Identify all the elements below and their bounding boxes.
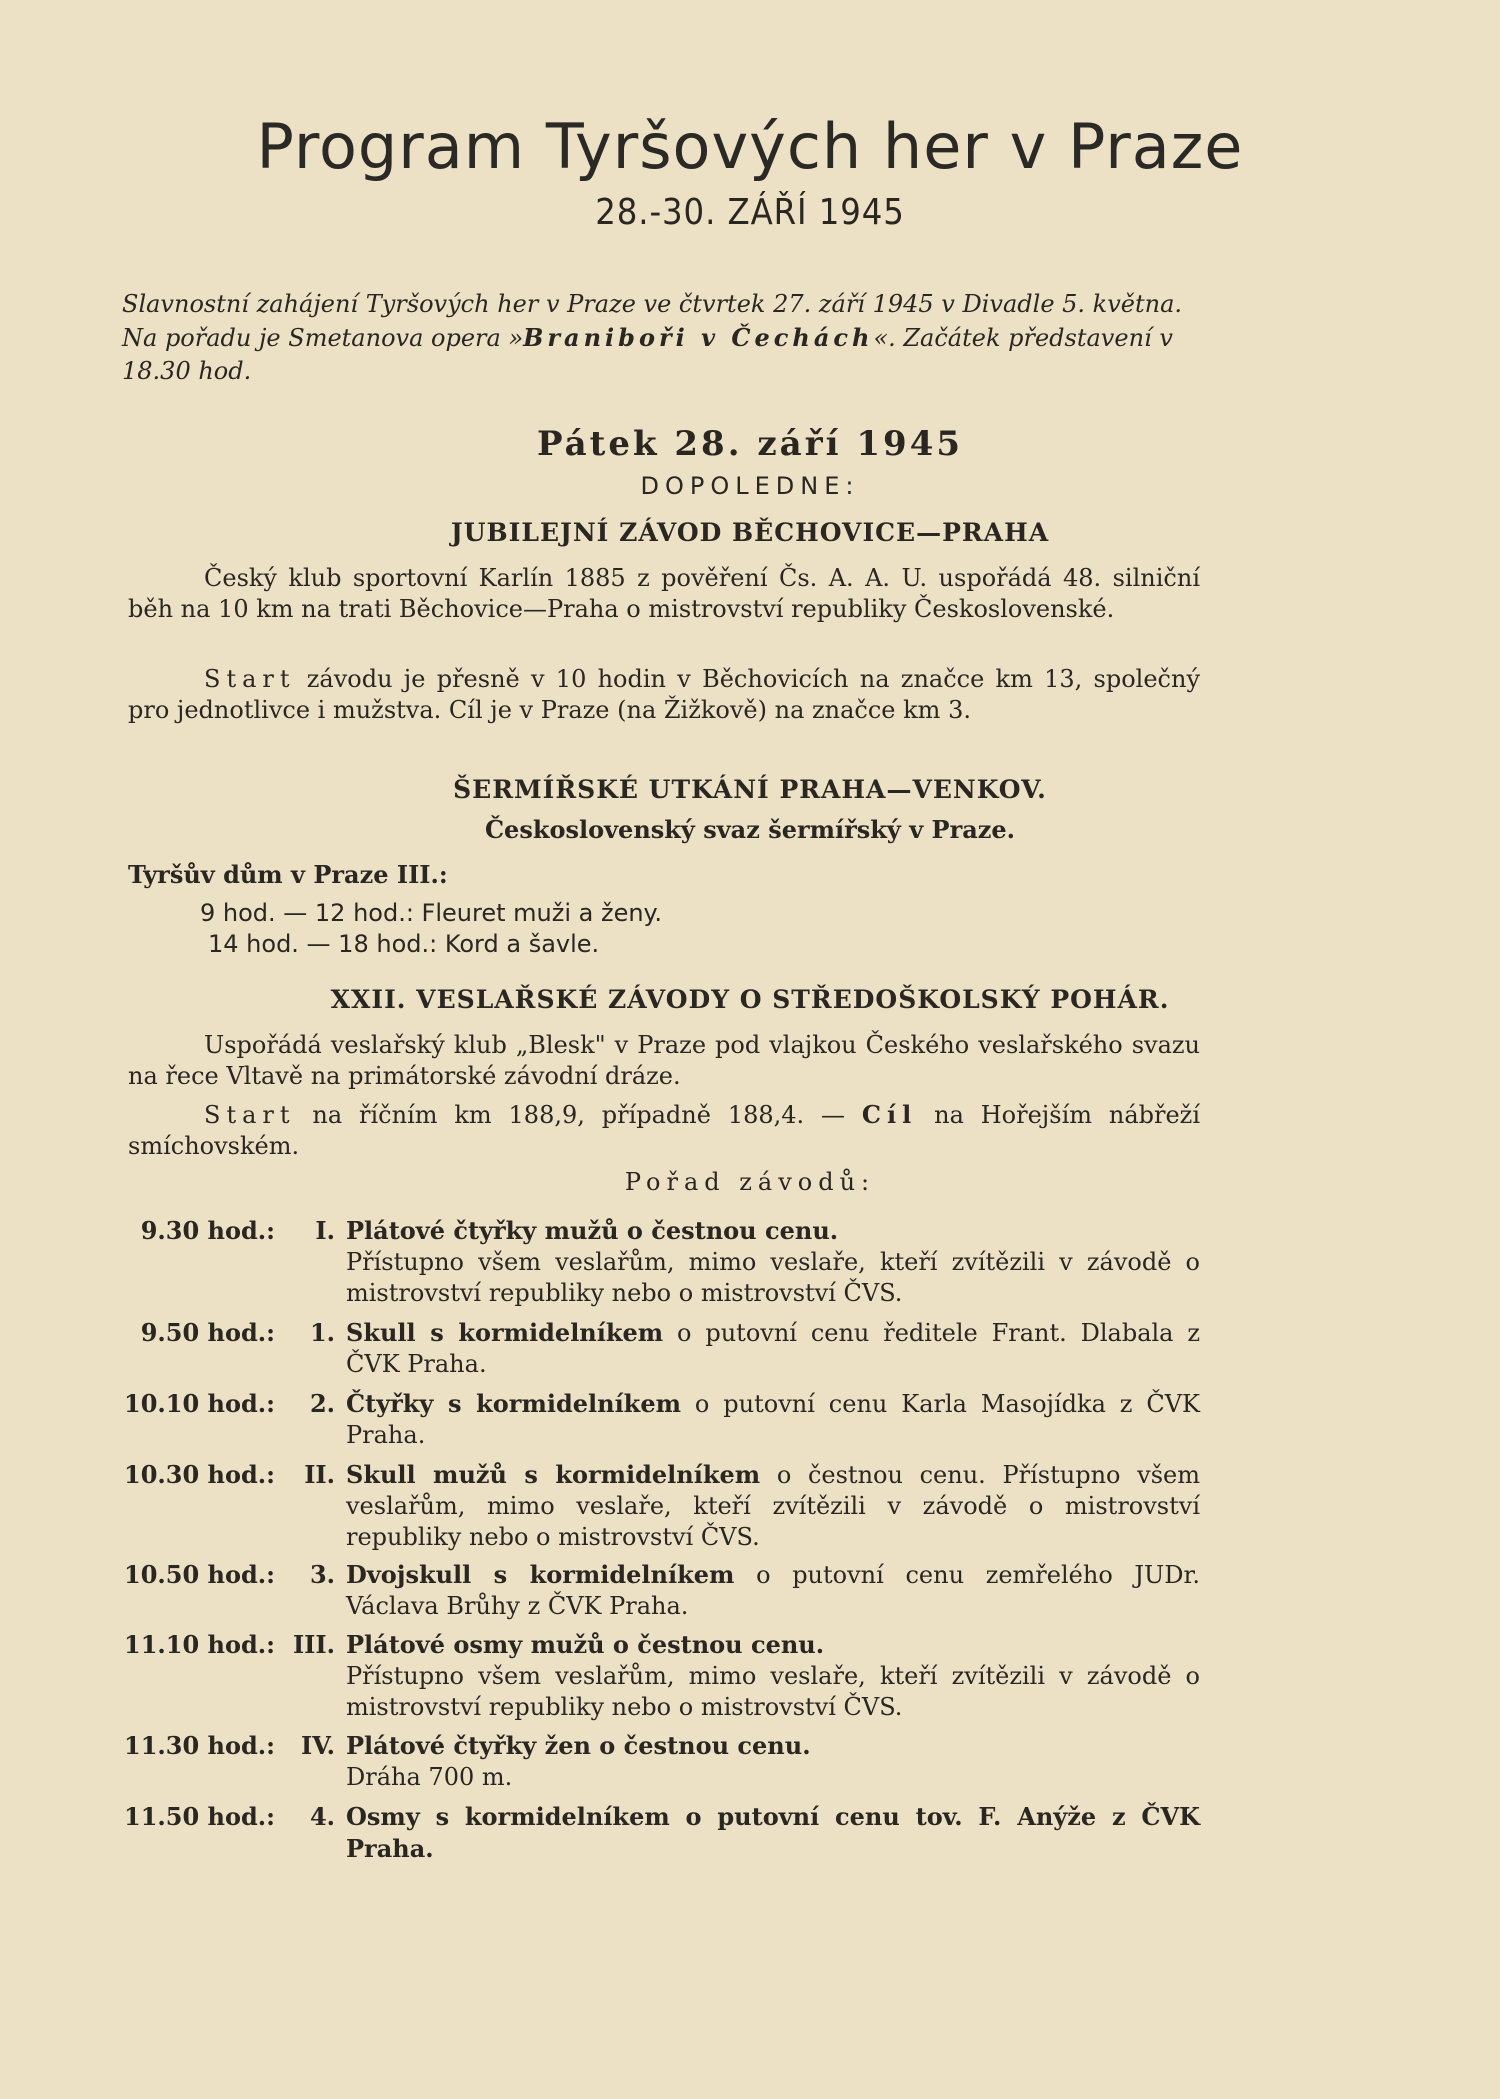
rowing-finish-details: na Hořejším nábřeží smíchovském. bbox=[128, 1101, 1200, 1160]
race-time: 9.50 hod.: bbox=[140, 1318, 275, 1347]
opening-announcement bbox=[122, 288, 1198, 388]
fencing-schedule-line-2: 14 hod. — 18 hod.: Kord a šavle. bbox=[208, 930, 600, 958]
race-number: III. bbox=[292, 1630, 335, 1659]
fencing-schedule-line-1: 9 hod. — 12 hod.: Fleuret muži a ženy. bbox=[200, 899, 662, 927]
intro-text: Slavnostní zahájení Tyršových her v Praze ve čtvrtek 27. září 1945 v Divadle 5. května. Na pořadu je Smetanova opera » bbox=[122, 290, 1183, 352]
race-number: IV. bbox=[300, 1731, 335, 1760]
race-time: 10.30 hod.: bbox=[124, 1460, 275, 1489]
race-details: Přístupno všem veslařům, mimo veslaře, kteří zvítězili v závodě o mistrovství republiky nebo o mistrovství ČVS. bbox=[346, 1248, 1200, 1307]
run-heading: JUBILEJNÍ ZÁVOD BĚCHOVICE—PRAHA bbox=[450, 518, 1050, 547]
race-details: Dráha 700 m. bbox=[346, 1763, 513, 1791]
page-title: Program Tyršových her v Praze bbox=[256, 110, 1244, 183]
morning-heading: DOPOLEDNE: bbox=[640, 472, 860, 500]
race-program-heading: Pořad závodů: bbox=[624, 1168, 876, 1196]
race-title: Skull mužů s kormidelníkem bbox=[346, 1460, 761, 1489]
rowing-heading: XXII. VESLAŘSKÉ ZÁVODY O STŘEDOŠKOLSKÝ POHÁR. bbox=[330, 985, 1170, 1014]
race-title: Čtyřky s kormidelníkem bbox=[346, 1389, 681, 1418]
fencing-organizer: Československý svaz šermířský v Praze. bbox=[484, 815, 1016, 844]
start-word: Start bbox=[204, 665, 296, 693]
race-description bbox=[346, 1730, 1200, 1793]
day-heading: Pátek 28. září 1945 bbox=[536, 424, 964, 464]
race-time: 11.50 hod.: bbox=[124, 1802, 275, 1831]
fencing-location: Tyršův dům v Praze III.: bbox=[128, 860, 448, 889]
rowing-paragraph-1: Uspořádá veslařský klub „Blesk" v Praze pod vlajkou Českého veslařského svazu na řece Vltavě na primátorské závodní dráze. bbox=[128, 1031, 1200, 1090]
race-details: o čestnou cenu. Přístupno všem veslařům, mimo veslaře, kteří zvítězili v závodě o mistrovství republiky nebo o mistrovství ČVS. bbox=[346, 1461, 1200, 1551]
race-number: 2. bbox=[309, 1389, 335, 1418]
race-description bbox=[346, 1559, 1200, 1622]
race-description bbox=[346, 1215, 1200, 1309]
race-description bbox=[346, 1388, 1200, 1451]
rowing-start-word: Start bbox=[204, 1101, 296, 1129]
race-number: 3. bbox=[309, 1560, 335, 1589]
race-title: Dvojskull s kormidelníkem bbox=[346, 1560, 735, 1589]
race-description bbox=[346, 1801, 1200, 1865]
race-details: Přístupno všem veslařům, mimo veslaře, kteří zvítězili v závodě o mistrovství republiky nebo o mistrovství ČVS. bbox=[346, 1662, 1200, 1721]
race-time: 11.10 hod.: bbox=[124, 1630, 275, 1659]
race-time: 10.50 hod.: bbox=[124, 1560, 275, 1589]
race-details: o putovní cenu ředitele Frant. Dlabala z ČVK Praha. bbox=[346, 1319, 1200, 1378]
run-paragraph-2 bbox=[128, 664, 1200, 726]
event-dates: 28.-30. ZÁŘÍ 1945 bbox=[595, 192, 905, 233]
fencing-heading: ŠERMÍŘSKÉ UTKÁNÍ PRAHA—VENKOV. bbox=[453, 775, 1047, 804]
race-description bbox=[346, 1459, 1200, 1553]
race-number: II. bbox=[304, 1460, 335, 1489]
race-title: Skull s kormidelníkem bbox=[346, 1318, 664, 1347]
run-paragraph-1: Český klub sportovní Karlín 1885 z pověření Čs. A. A. U. uspořádá 48. silniční běh na 10 km na trati Běchovice—Praha o mistrovství republiky Československé. bbox=[128, 564, 1200, 623]
opera-title: Braniboři v Čechách bbox=[523, 323, 874, 352]
race-number: 4. bbox=[309, 1802, 335, 1831]
race-number: I. bbox=[315, 1216, 335, 1245]
rowing-start-details: na říčním km 188,9, případně 188,4. — bbox=[295, 1101, 862, 1129]
race-details: o putovní cenu Karla Masojídka z ČVK Praha. bbox=[346, 1390, 1200, 1449]
rowing-paragraph-2 bbox=[128, 1099, 1200, 1162]
rowing-finish-word: Cíl bbox=[861, 1100, 918, 1129]
race-description bbox=[346, 1629, 1200, 1723]
race-time: 9.30 hod.: bbox=[140, 1216, 275, 1245]
race-number: 1. bbox=[309, 1318, 335, 1347]
race-description bbox=[346, 1317, 1200, 1380]
race-title: Plátové čtyřky mužů o čestnou cenu. bbox=[346, 1216, 839, 1245]
race-title: Plátové čtyřky žen o čestnou cenu. bbox=[346, 1731, 811, 1760]
race-details: o putovní cenu zemřelého JUDr. Václava Brůhy z ČVK Praha. bbox=[346, 1561, 1200, 1620]
intro-text-end: «. Začátek představení v 18.30 hod. bbox=[122, 324, 1173, 385]
race-time: 10.10 hod.: bbox=[124, 1389, 275, 1418]
race-time: 11.30 hod.: bbox=[124, 1731, 275, 1760]
run-start-details: závodu je přesně v 10 hodin v Běchovicích na značce km 13, společný pro jednotlivce i mužstva. Cíl je v Praze (na Žižkově) na značce km 3. bbox=[128, 665, 1200, 724]
race-title: Osmy s kormidelníkem o putovní cenu tov. F. Anýže z ČVK Praha. bbox=[346, 1802, 1200, 1863]
race-title: Plátové osmy mužů o čestnou cenu. bbox=[346, 1630, 825, 1659]
